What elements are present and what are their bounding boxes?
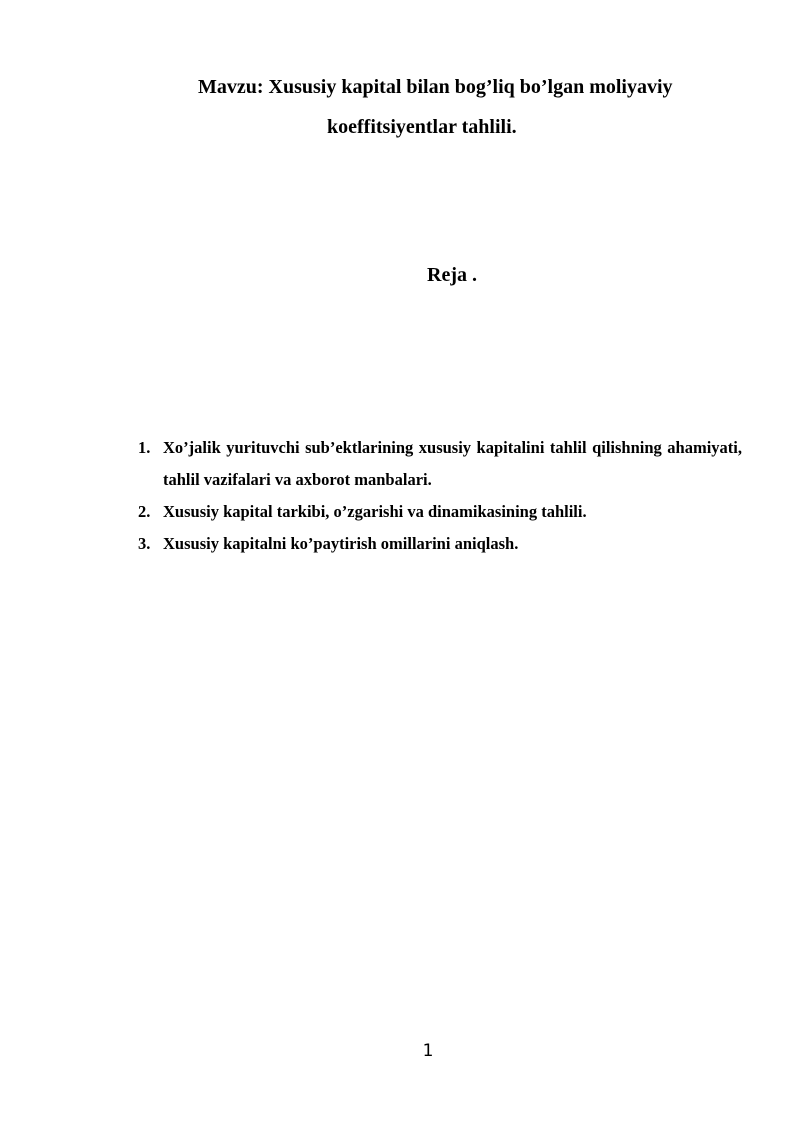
topic-title-line-2: koeffitsiyentlar tahlili.	[327, 116, 517, 138]
plan-item-number: 1.	[138, 438, 151, 457]
plan-item-2	[138, 496, 742, 528]
plan-heading: Reja .	[427, 264, 477, 286]
plan-list	[138, 432, 742, 560]
plan-item-number: 3.	[138, 534, 151, 553]
plan-item-text: Xususiy kapitalni ko’paytirish omillarini aniqlash.	[163, 534, 519, 553]
plan-item-text: Xo’jalik yurituvchi sub’ektlarining xususiy kapitalini tahlil qilishning ahamiyati, tahlil vazifalari va axborot manbalari.	[163, 438, 742, 489]
plan-item-3	[138, 528, 742, 560]
page-number: 1	[422, 1041, 434, 1061]
plan-item-text: Xususiy kapital tarkibi, o’zgarishi va dinamikasining tahlili.	[163, 502, 587, 521]
plan-item-1	[138, 432, 742, 496]
plan-item-number: 2.	[138, 502, 151, 521]
topic-title-line-1: Mavzu: Xususiy kapital bilan bog’liq bo’lgan moliyaviy	[198, 76, 673, 98]
